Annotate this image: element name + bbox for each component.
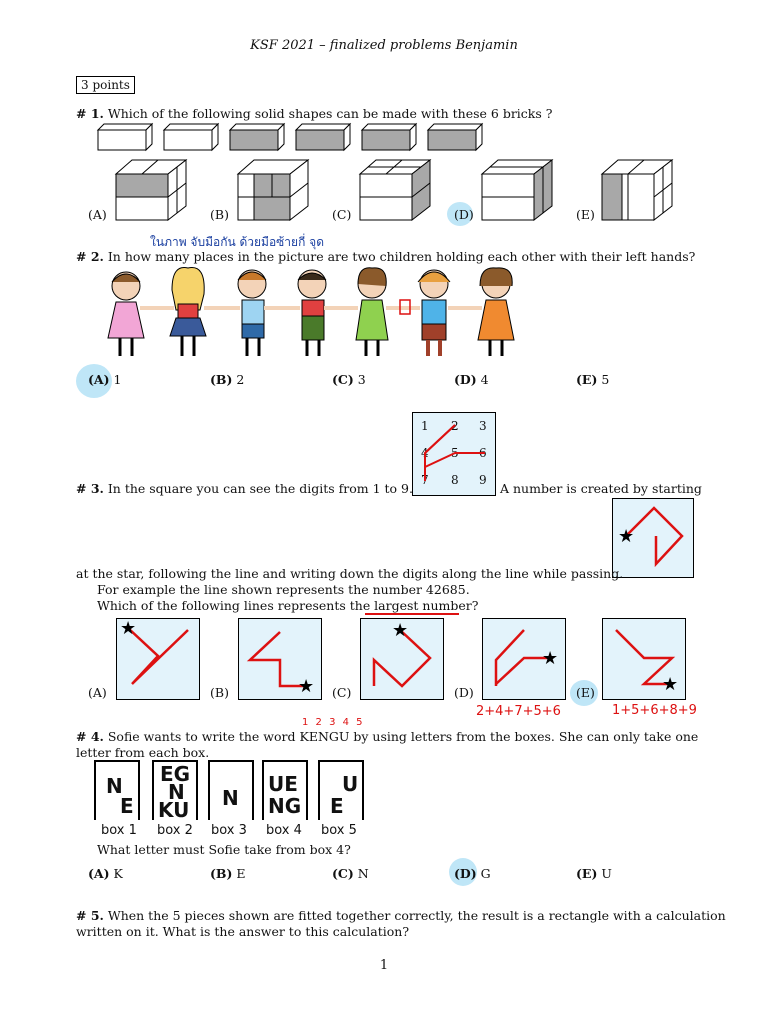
grid-digit-5: 5 [451, 446, 459, 460]
box-label-2: box 2 [157, 823, 193, 838]
q5-number: # 5. [76, 908, 104, 923]
q3-panel-d [482, 618, 566, 700]
grid-digit-2: 2 [451, 419, 459, 433]
q4-handwriting-above: 1 2 3 4 5 [302, 717, 365, 728]
letter-box-3 [208, 760, 254, 820]
brick-grey-2 [296, 124, 350, 150]
q2-text [76, 249, 695, 265]
box3-letter-1: N [222, 786, 239, 810]
q3-handwriting-d: 2+4+7+5+6 [476, 704, 561, 719]
q1-question: Which of the following solid shapes can be made with these 6 bricks ? [107, 106, 553, 121]
q1-text [76, 106, 552, 122]
q3-handwriting-e: 1+5+6+8+9 [612, 703, 697, 718]
q1-option-b[interactable]: (B) [210, 207, 229, 222]
points-label: 3 points [76, 76, 135, 94]
q3-star-example [612, 498, 694, 578]
q3-option-d[interactable]: (D) [454, 685, 474, 700]
q2-option-a[interactable]: (A) 1 [88, 372, 122, 387]
svg-text:★: ★ [662, 674, 679, 695]
page-number: 1 [379, 958, 389, 973]
q1-cube-c [358, 158, 438, 222]
q4-question: What letter must Sofie take from box 4? [97, 842, 351, 857]
q3-text-d: For example the line shown represents the number 42685. [97, 582, 470, 597]
svg-text:★: ★ [120, 618, 137, 639]
q3-panel-e [602, 618, 686, 700]
q2-number: # 2. [76, 249, 104, 264]
brick-grey-1 [230, 124, 284, 150]
q2-option-b[interactable]: (B) 2 [210, 372, 245, 387]
q4-number: # 4. [76, 729, 104, 744]
q1-bricks-figure [96, 122, 486, 154]
box1-letter-2: E [120, 794, 134, 818]
box2-letter-2: N [168, 780, 185, 804]
box2-letter-3: KU [158, 798, 190, 822]
q3-digit-grid [412, 412, 496, 496]
grid-digit-3: 3 [479, 419, 487, 433]
letter-box-5 [318, 760, 364, 820]
grid-digit-7: 7 [421, 473, 429, 487]
grid-digit-6: 6 [479, 446, 487, 460]
child-2 [170, 267, 206, 356]
q1-cube-b [236, 158, 316, 222]
box-label-3: box 3 [211, 823, 247, 838]
q4-option-a[interactable]: (A) K [88, 866, 123, 881]
children-illustration [96, 264, 536, 362]
box4-letter-1: UE [268, 772, 298, 796]
q3-text-b: A number is created by starting [500, 481, 702, 496]
q3-option-a[interactable]: (A) [88, 685, 107, 700]
box5-letter-1: U [342, 772, 359, 796]
svg-text:★: ★ [392, 620, 409, 641]
brick-grey-3 [362, 124, 416, 150]
letter-box-1 [94, 760, 140, 820]
q4-text-b: letter from each box. [76, 745, 210, 760]
box2-letter-1: EG [160, 762, 191, 786]
q2-question: In how many places in the picture are two children holding each other with their left hands? [107, 249, 696, 264]
q4-option-e[interactable]: (E) U [576, 866, 612, 881]
grid-digit-9: 9 [479, 473, 487, 487]
letter-box-4 [262, 760, 308, 820]
child-6 [418, 270, 450, 356]
q4-option-d[interactable]: (D) G [454, 866, 491, 881]
q4-text-line1 [76, 729, 698, 745]
svg-text:★: ★ [298, 676, 315, 697]
child-4 [298, 270, 326, 356]
q1-cube-a [114, 158, 194, 222]
q1-option-d[interactable]: (D) [454, 207, 474, 222]
child-1 [108, 272, 144, 356]
q3-option-c[interactable]: (C) [332, 685, 352, 700]
q3-text-c: at the star, following the line and writing down the digits along the line while passing. [76, 566, 624, 581]
q3-option-b[interactable]: (B) [210, 685, 229, 700]
svg-text:★: ★ [542, 648, 559, 669]
q4-text-a: Sofie wants to write the word KENGU by using letters from the boxes. She can only take one [107, 729, 699, 744]
box-label-5: box 5 [321, 823, 357, 838]
letter-box-2 [152, 760, 198, 820]
grid-digit-4: 4 [421, 446, 429, 460]
q2-option-e[interactable]: (E) 5 [576, 372, 610, 387]
q4-option-c[interactable]: (C) N [332, 866, 369, 881]
box-label-1: box 1 [101, 823, 137, 838]
q1-option-c[interactable]: (C) [332, 207, 352, 222]
child-3 [238, 270, 266, 356]
box1-letter-1: N [106, 774, 123, 798]
svg-text:★: ★ [618, 526, 635, 547]
q5-text-b: written on it. What is the answer to this calculation? [76, 924, 410, 939]
q2-option-d[interactable]: (D) 4 [454, 372, 489, 387]
child-7 [478, 268, 514, 356]
box5-letter-2: E [330, 794, 344, 818]
q3-text-e: Which of the following lines represents the largest number? [97, 598, 479, 613]
q1-number: # 1. [76, 106, 104, 121]
grid-digit-1: 1 [421, 419, 429, 433]
q2-handwriting: ในภาพ จับมือกัน ด้วยมือซ้ายกี่ จุด [150, 235, 324, 249]
q3-option-e[interactable]: (E) [576, 685, 595, 700]
q1-cube-d [480, 158, 560, 222]
grid-digit-8: 8 [451, 473, 459, 487]
q1-option-e[interactable]: (E) [576, 207, 595, 222]
page-header: KSF 2021 – finalized problems Benjamin [250, 38, 518, 53]
q5-text-a: When the 5 pieces shown are fitted together correctly, the result is a rectangle with a calculation [107, 908, 726, 923]
q3-panel-c [360, 618, 444, 700]
q3-example-path [413, 413, 495, 495]
q4-option-b[interactable]: (B) E [210, 866, 246, 881]
q1-cube-e [600, 158, 680, 222]
child-5 [356, 268, 388, 356]
q3-panel-a [116, 618, 200, 700]
q5-text-line1 [76, 908, 726, 924]
brick-grey-4 [428, 124, 482, 150]
q2-option-c[interactable]: (C) 3 [332, 372, 366, 387]
brick-white-1 [98, 124, 152, 150]
q3-text-line1 [76, 481, 413, 497]
box4-letter-2: NG [268, 794, 302, 818]
q3-number: # 3. [76, 481, 104, 496]
q3-text-a: In the square you can see the digits from 1 to 9. [107, 481, 413, 496]
q1-option-a[interactable]: (A) [88, 207, 107, 222]
brick-white-2 [164, 124, 218, 150]
q3-panel-b [238, 618, 322, 700]
box-label-4: box 4 [266, 823, 302, 838]
q3-underline-mark [365, 613, 459, 615]
